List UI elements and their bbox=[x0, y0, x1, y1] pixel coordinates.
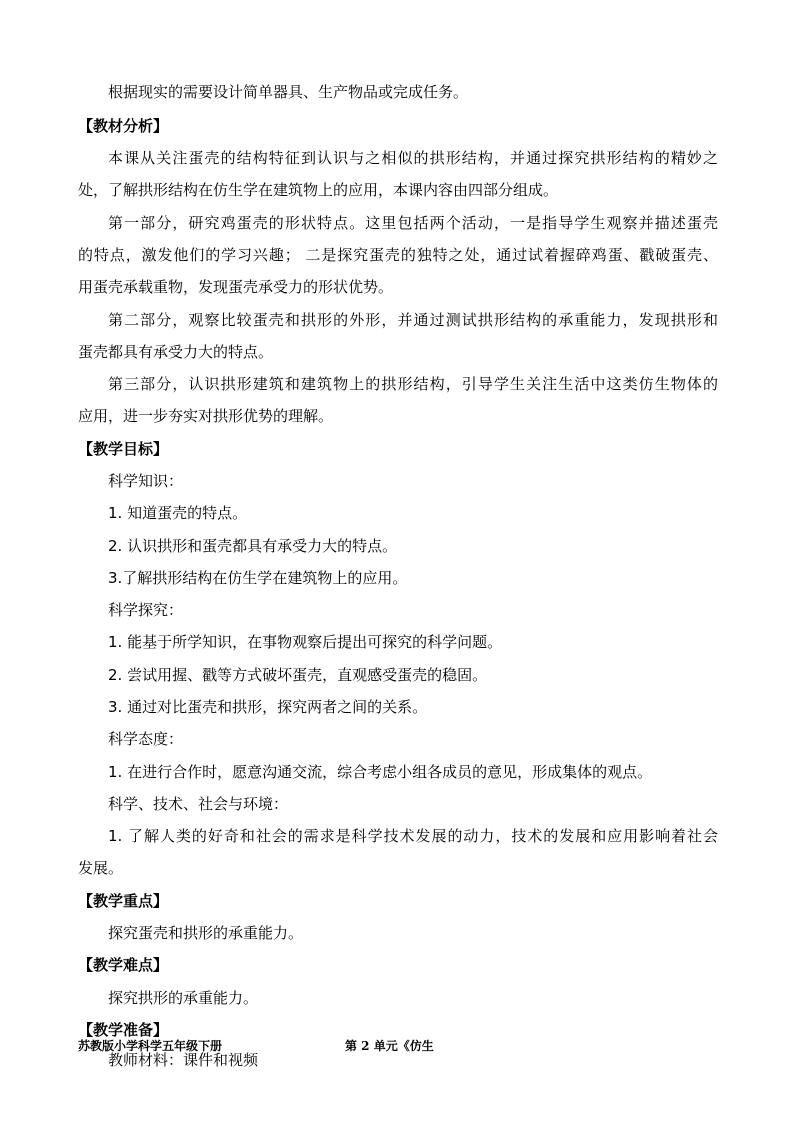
analysis-paragraph-3-line-2: 蛋壳都具有承受力大的特点。 bbox=[78, 343, 274, 361]
preparation-teacher-materials: 教师材料：课件和视频 bbox=[108, 1051, 259, 1069]
section-heading-difficulty: 【教学难点】 bbox=[78, 956, 169, 974]
section-heading-key-point: 【教学重点】 bbox=[78, 892, 169, 910]
analysis-paragraph-2-line-1: 第一部分，研究鸡蛋壳的形状特点。这里包括两个活动，一是指导学生观察并描述蛋壳 bbox=[108, 214, 718, 232]
goals-attitude-label: 科学态度： bbox=[108, 730, 184, 748]
goals-stse-item-1-line-2: 发展。 bbox=[78, 859, 124, 877]
difficulty-text: 探究拱形的承重能力。 bbox=[108, 989, 259, 1007]
footer-center: 第 2 单元《仿生 bbox=[345, 1039, 434, 1053]
footer-left: 苏教版小学科学五年级下册 bbox=[78, 1039, 223, 1053]
analysis-paragraph-2-line-2: 的特点，激发他们的学习兴趣； 二是探究蛋壳的独特之处，通过试着握碎鸡蛋、戳破蛋壳、 bbox=[78, 246, 718, 264]
section-heading-preparation: 【教学准备】 bbox=[78, 1021, 169, 1039]
goals-stse-label: 科学、技术、社会与环境： bbox=[108, 795, 289, 813]
goals-stse-item-1-line-1: 1. 了解人类的好奇和社会的需求是科学技术发展的动力，技术的发展和应用影响着社会 bbox=[108, 827, 718, 845]
goals-knowledge-item-3: 3.了解拱形结构在仿生学在建筑物上的应用。 bbox=[108, 569, 408, 587]
goals-inquiry-item-1: 1. 能基于所学知识，在事物观察后提出可探究的科学问题。 bbox=[108, 633, 503, 651]
goals-inquiry-label: 科学探究： bbox=[108, 601, 184, 619]
goals-knowledge-item-2: 2. 认识拱形和蛋壳都具有承受力大的特点。 bbox=[108, 537, 398, 555]
analysis-paragraph-1-line-1: 本课从关注蛋壳的结构特征到认识与之相似的拱形结构，并通过探究拱形结构的精妙之 bbox=[108, 149, 718, 167]
analysis-paragraph-3-line-1: 第二部分，观察比较蛋壳和拱形的外形，并通过测试拱形结构的承重能力，发现拱形和 bbox=[108, 311, 718, 329]
goals-attitude-item-1: 1. 在进行合作时，愿意沟通交流，综合考虑小组各成员的意见，形成集体的观点。 bbox=[108, 763, 653, 781]
section-heading-analysis: 【教材分析】 bbox=[78, 117, 169, 135]
analysis-paragraph-4-line-2: 应用，进一步夯实对拱形优势的理解。 bbox=[78, 407, 334, 425]
intro-line: 根据现实的需要设计简单器具、生产物品或完成任务。 bbox=[108, 83, 469, 101]
section-heading-goals: 【教学目标】 bbox=[78, 440, 169, 458]
analysis-paragraph-2-line-3: 用蛋壳承载重物，发现蛋壳承受力的形状优势。 bbox=[78, 278, 394, 296]
goals-knowledge-item-1: 1. 知道蛋壳的特点。 bbox=[108, 504, 248, 522]
goals-inquiry-item-2: 2. 尝试用握、戳等方式破坏蛋壳，直观感受蛋壳的稳固。 bbox=[108, 666, 488, 684]
analysis-paragraph-4-line-1: 第三部分，认识拱形建筑和建筑物上的拱形结构，引导学生关注生活中这类仿生物体的 bbox=[108, 375, 718, 393]
goals-inquiry-item-3: 3. 通过对比蛋壳和拱形，探究两者之间的关系。 bbox=[108, 698, 428, 716]
analysis-paragraph-1-line-2: 处，了解拱形结构在仿生学在建筑物上的应用，本课内容由四部分组成。 bbox=[78, 181, 559, 199]
key-point-text: 探究蛋壳和拱形的承重能力。 bbox=[108, 924, 304, 942]
goals-knowledge-label: 科学知识： bbox=[108, 472, 184, 490]
